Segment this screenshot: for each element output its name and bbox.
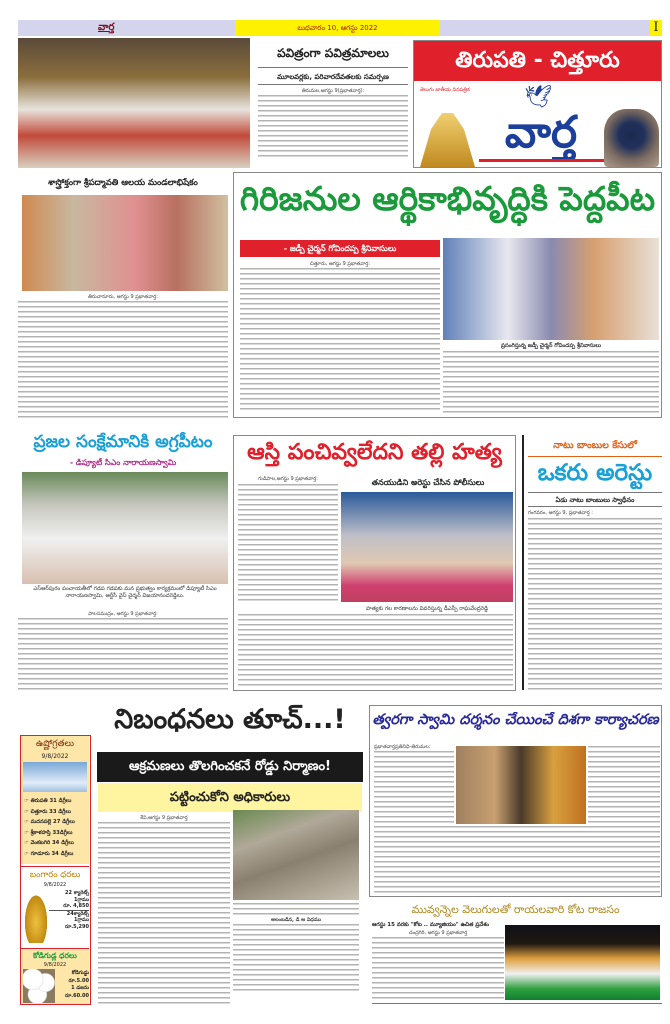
gold-unit: 1గ్రాము	[74, 917, 89, 923]
story7-headline: నిబంధనలు తూచ్...!	[114, 704, 346, 735]
weather-item: ☞ శ్రీకాళహస్తి 33డిగ్రీలు	[24, 829, 73, 836]
egg-price: రూ.60.00	[64, 992, 89, 999]
divider	[528, 506, 662, 507]
story7-subhead-strip	[98, 783, 362, 812]
weather-item: ☞ గూడూరు 34 డిగ్రీలు	[24, 850, 74, 857]
story5-box	[233, 435, 516, 691]
story2-dateline: తిరుచానూరు, ఆగస్టు 9 ప్రభాతవార్త:	[88, 294, 158, 300]
story1-headline: పవిత్రంగా పవిత్రమాలలు	[277, 46, 389, 60]
story7-banner	[97, 752, 363, 782]
weather-list	[24, 796, 75, 859]
story4-subhead: - డిప్యూటీ సిఎం నారాయణస్వామి	[69, 458, 177, 467]
story7-body-right-top	[233, 903, 359, 915]
story5-body-bottom	[238, 614, 513, 686]
story7-dateline: కేవి,ఆగస్టు 9 ప్రభాతవార్త	[140, 815, 188, 821]
egg-date: 9/8/2022	[43, 962, 67, 968]
weather-item: ☞ వెంకటగిరి 34 డిగ్రీలు	[24, 840, 74, 846]
eggs-image	[23, 969, 55, 1003]
photo-deputy-cm	[22, 472, 228, 584]
egg-title: కోడిగుడ్ల ధరలు	[33, 951, 77, 960]
weather-item: ☞ మదనపల్లె 27 డిగ్రీలు	[24, 819, 75, 825]
story5-body-top	[238, 484, 338, 604]
story7-body-right	[233, 924, 359, 992]
story6-body	[528, 518, 662, 690]
egg-panel	[21, 948, 89, 1004]
issue-date: బుధవారం 10, ఆగస్టు 2022	[297, 24, 378, 32]
story3-body-left	[240, 268, 440, 413]
header-bar	[18, 20, 662, 36]
story3-dateline: చిత్తూరు, ఆగస్టు 9 ప్రభాతవార్త:	[309, 261, 371, 267]
egg-price: రూ.5.00	[68, 977, 89, 984]
story3-headline: గిరిజనుల ఆర్థికాభివృద్ధికి పెద్దపీట	[239, 179, 656, 218]
gold-label: 24క్యారెట్స్	[66, 910, 89, 917]
gold-jewellery-image	[23, 891, 49, 943]
story4-body	[18, 618, 228, 690]
divider	[372, 1003, 662, 1004]
story8-body-bottom	[374, 826, 660, 894]
story5-subhead: తనయుడిని అరెస్టు చేసిన పోలీసులు	[371, 478, 485, 487]
story5-dateline: గుడిపాల,ఆగస్టు 9 ప్రభాతవార్త:	[258, 476, 318, 482]
story7-subsection: అలంబడిన, డి ఆ విధము	[271, 917, 321, 923]
temple-gopuram-image	[420, 113, 475, 167]
story9-dateline: చంద్రగిరి, ఆగస్టు 9 ప్రభాతవార్త	[408, 930, 468, 936]
story5-caption: హత్యకు గల కారణాలను వివరిస్తున్న డీఎస్పీ రాఘవేంద్రరెడ్డి	[365, 606, 489, 612]
gold-panel	[21, 866, 89, 946]
column-rule	[522, 435, 524, 690]
photo-police-press	[341, 492, 513, 602]
story8-dateline: ప్రభాతవార్తప్రతినిధి-తిరుమల:	[374, 744, 431, 750]
divider	[528, 492, 662, 493]
story4-headline: ప్రజల సంక్షేమానికి అగ్రపీటం	[33, 432, 213, 452]
story2-headline: శాస్త్రోక్తంగా శ్రీపద్మావతి ఆలయ మండలాభిషేకం	[48, 178, 198, 188]
divider	[258, 84, 408, 85]
photo-road	[233, 810, 359, 900]
masthead-logo: వార్త	[504, 107, 578, 158]
photo-tirumala-darshan	[456, 746, 586, 824]
divider	[258, 67, 408, 68]
sky-image	[23, 762, 87, 792]
info-sidebar	[20, 735, 91, 1005]
photo-zp-chairman	[443, 238, 659, 340]
story7-subhead: పట్టించుకోని అధికారులు	[169, 790, 291, 805]
story9-body	[372, 937, 504, 999]
photo-chandragiri-fort	[505, 925, 660, 1000]
story1-body	[258, 95, 408, 160]
deity-image	[604, 109, 659, 167]
weather-date: 9/8/2022	[41, 753, 69, 760]
egg-label: కోడిగుడ్డు	[71, 970, 89, 976]
story8-headline: త్వరగా స్వామి దర్శనం చేయించే దిశగా కార్యాచరణ	[372, 712, 659, 728]
story1-subhead: మూలవర్లకు, పరివారదేవతలకు సమర్పణ	[277, 73, 389, 81]
gold-prices	[49, 890, 89, 930]
region-banner	[414, 41, 661, 81]
page-letter: I	[650, 20, 662, 36]
story3-box	[233, 172, 662, 418]
logo-underline	[479, 159, 604, 162]
weather-panel	[21, 736, 89, 864]
dove-icon: 🕊	[524, 85, 552, 110]
story3-caption: ప్రసంగిస్తున్న జడ్పీ చైర్మన్ గోవిందప్ప శ్రీనివాసులు	[500, 343, 602, 349]
egg-prices	[55, 970, 89, 1000]
story8-body-right	[588, 746, 660, 824]
photo-pavitramalalu	[18, 38, 250, 168]
paper-name: వార్త	[98, 22, 115, 33]
story3-subhead: - జడ్పీ చైర్మన్ గోవిందప్ప శ్రీనివాసులు	[283, 244, 397, 253]
story6-kicker: నాటు బాంబుల కేసులో	[553, 440, 637, 451]
divider	[528, 456, 662, 457]
story2-body	[18, 301, 228, 418]
story6-dateline: గంగవరం, ఆగస్టు 9, ప్రభాతవార్త :	[528, 510, 593, 516]
photo-mandalabhishekam	[22, 195, 228, 291]
story8-body-left	[374, 751, 454, 823]
gold-date: 9/8/2022	[43, 882, 67, 888]
story1-dateline: తిరుమల,ఆగస్టు 9(ప్రభాతవార్త):	[301, 88, 365, 94]
weather-item: ☞ చిత్తూరు 33 డిగ్రీలు	[24, 808, 71, 815]
date-strip	[235, 20, 440, 36]
story7-banner-text: ఆక్రమణలు తొలగించకనే రోడ్డు నిర్మాణం!	[129, 759, 331, 774]
egg-label: 1 డజను	[71, 985, 89, 991]
gold-unit: 1గ్రాము	[74, 896, 89, 903]
story6-subhead: ఏడు నాటు బాంబులు స్వాధీనం	[555, 496, 635, 504]
weather-item: ☞ తిరుపతి 31 డిగ్రీలు	[24, 798, 72, 804]
story6-headline: ఒకరు అరెస్టు	[537, 460, 653, 486]
region-title: తిరుపతి - చిత్తూరు	[455, 48, 620, 73]
story9-subhead: ఆగస్టు 15 వరకు "కోట .. మ్యూజియం" ఉచిత ప్రవేశం	[372, 922, 490, 928]
gold-price: రూ.5,290	[64, 923, 89, 930]
gold-label: 22 క్యారెట్స్	[65, 890, 89, 896]
story4-caption: ఎస్ఆర్‌పురం పంచాయతీలో గడప గడపకు మన ప్రభుత్వం కార్యక్రమంలో డిప్యూటీ సిఎం నారాయణస్వామి, ఆర్టీసీ వైస్ చైర్మన్ విజయానందరెడ్డిలు.	[33, 586, 217, 599]
masthead	[413, 40, 662, 168]
story4-dateline: పాలసముద్రం, ఆగస్టు 9 ప్రభాతవార్త:	[88, 611, 158, 617]
gold-title: బంగారం ధరలు	[29, 870, 81, 880]
story8-box	[369, 705, 662, 897]
story9-headline: మువ్వన్నెల వెలుగులతో రాయలవారి కోట రాజసం	[411, 903, 620, 916]
story3-subhead-strip	[240, 240, 440, 257]
masthead-tagline: తెలుగు జాతీయ దినపత్రిక	[420, 87, 470, 93]
weather-title: ఉష్ణోగ్రతలు	[35, 739, 75, 749]
story7-body-left	[98, 822, 230, 1007]
gold-price: రూ. 4,850	[49, 903, 89, 911]
story5-headline: ఆస్తి పంచివ్వలేదని తల్లి హత్య	[247, 440, 502, 465]
story3-body-right	[443, 351, 659, 413]
